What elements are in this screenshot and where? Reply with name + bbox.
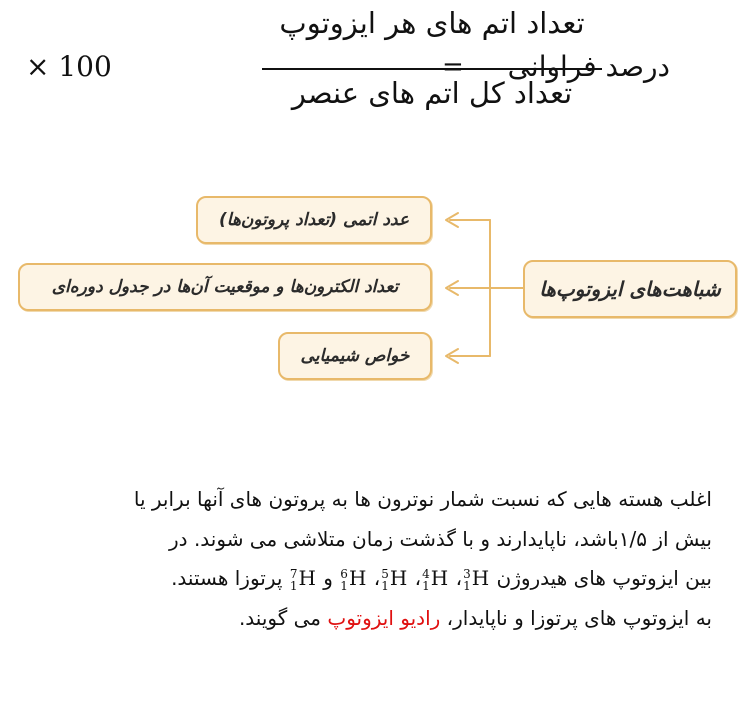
mass-number: 4 [422,566,430,581]
atomic-number: 1 [289,578,298,593]
isotope-h4 [422,559,448,599]
isotope-h6 [340,559,366,599]
formula-denominator: تعداد کل اتم های عنصر [291,76,573,110]
isotope-h5 [381,559,407,599]
line3-end: پرتوزا هستند. [171,566,283,590]
isotope-h7 [290,559,316,599]
line3-start: بین ایزوتوپ های هیدروژن [496,566,712,590]
paragraph-line-3 [40,559,712,599]
element-symbol: H [389,566,408,590]
formula-numerator: تعداد اتم های هر ایزوتوپ [279,6,585,40]
element-symbol: H [430,566,449,590]
radioisotope-paragraph [40,480,712,638]
abundance-formula [0,0,752,130]
element-symbol: H [471,566,490,590]
isotope-similarities-diagram [0,160,752,400]
formula-equals: = [442,52,464,82]
separator-comma: ، [414,566,422,590]
similarity-electrons-position: تعداد الکترون‌ها و موقعیت آن‌ها در جدول دوره‌ای [18,263,432,311]
line4-start: به ایزوتوپ های پرتوزا و ناپایدار، [446,605,712,630]
isotope-h3 [463,559,489,599]
similarities-main-box: شباهت‌های ایزوتوپ‌ها [523,260,737,318]
similarity-chemical-properties: خواص شیمیایی [278,332,432,380]
element-symbol: H [348,566,367,590]
radioisotope-term: رادیو ایزوتوپ [327,605,441,630]
separator-comma: ، [373,566,381,590]
mass-number: 3 [463,566,471,581]
mass-number: 6 [340,566,348,581]
mass-number: 5 [381,566,389,581]
similarity-atomic-number: عدد اتمی (تعداد پروتون‌ها) [196,196,432,244]
fraction-bar [262,68,602,70]
atomic-number: 1 [340,578,348,593]
formula-lhs: درصد فراوانی [507,50,670,83]
atomic-number: 1 [422,578,430,593]
line4-end: می گویند. [238,605,322,630]
separator-comma: ، [455,566,463,590]
atomic-number: 1 [463,578,471,593]
paragraph-line-1: اغلب هسته هایی که نسبت شمار نوترون ها به پروتون های آنها برابر یا [133,487,712,511]
element-symbol: H [298,566,316,590]
atomic-number: 1 [381,578,389,593]
formula-multiplier: × 100 [26,50,112,83]
paragraph-line-4 [40,599,712,639]
separator-and: و [323,566,333,590]
paragraph-line-2: بیش از ۱/۵باشد، ناپایدارند و با گذشت زمان متلاشی می شوند. در [169,526,712,551]
mass-number: 7 [289,566,298,581]
